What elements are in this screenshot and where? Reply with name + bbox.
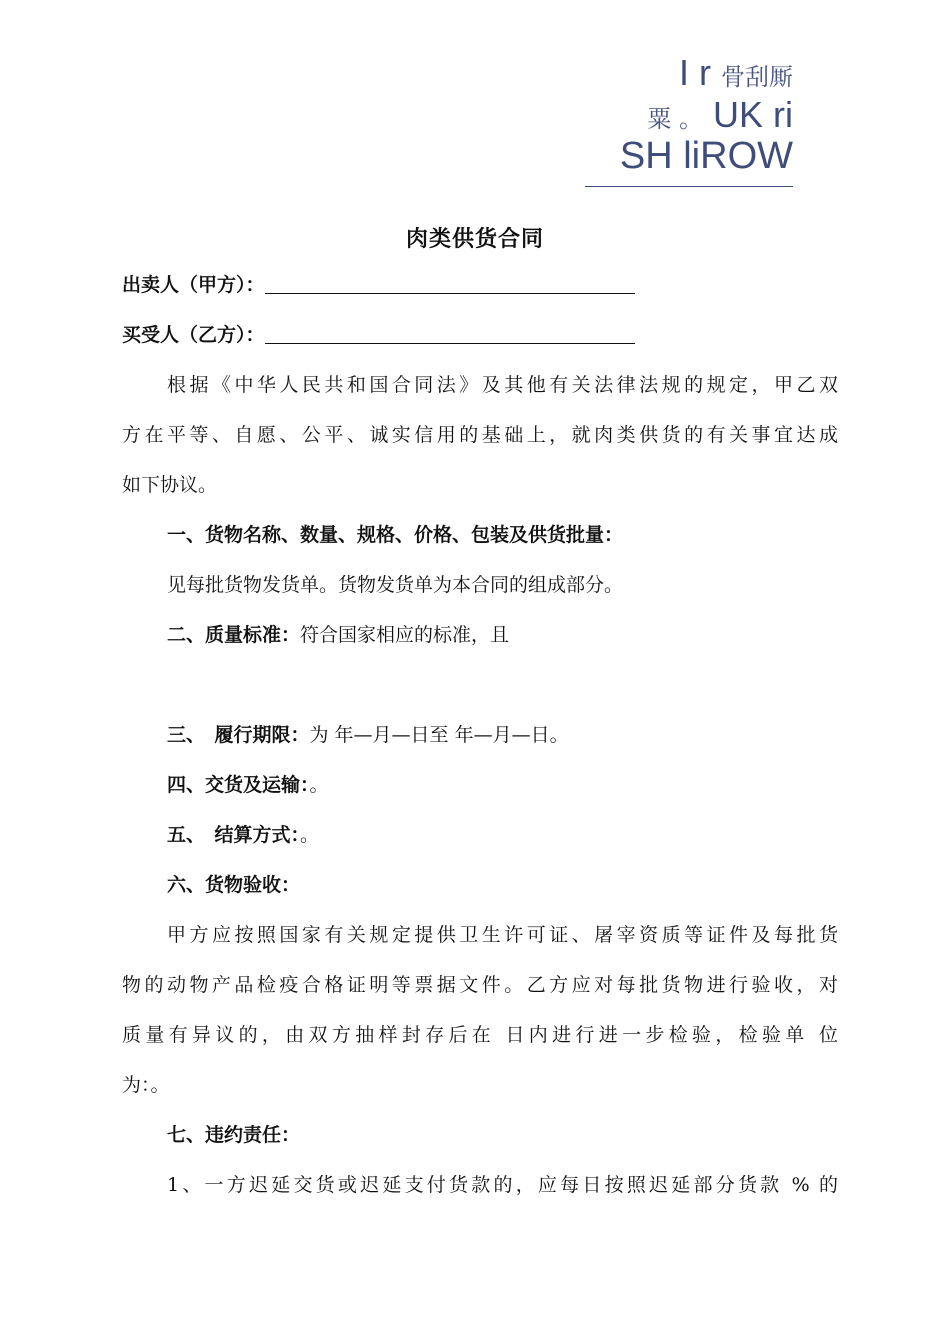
logo-line-2-latin: UK ri xyxy=(713,94,793,135)
section-5-body: 。 xyxy=(300,824,320,846)
logo-line-1 xyxy=(620,52,793,93)
logo-line-1-cjk: 骨刮厮 xyxy=(721,63,793,91)
logo-line-2 xyxy=(620,94,793,135)
section-1-body: 见每批货物发货单。货物发货单为本合同的组成部分。 xyxy=(167,574,624,596)
seller-line xyxy=(122,270,635,297)
buyer-line xyxy=(122,320,635,347)
section-4-heading: 四、交货及运输： xyxy=(167,774,310,796)
section-7-item-1: 1、一方迟延交货或迟延支付货款的，应每日按照迟延部分货款 % 的 xyxy=(167,1174,838,1196)
section-6-line-4: 为：。 xyxy=(122,1074,170,1096)
section-6-line-1: 甲方应按照国家有关规定提供卫生许可证、屠宰资质等证件及每批货 xyxy=(167,924,838,946)
intro-line-3: 如下协议。 xyxy=(122,474,218,496)
section-5 xyxy=(167,820,319,847)
logo-underline xyxy=(585,186,793,187)
section-5-heading: 五、 结算方式： xyxy=(167,824,301,846)
section-4 xyxy=(167,770,329,797)
header-logo xyxy=(619,52,793,177)
document-title: 肉类供货合同 xyxy=(405,226,544,252)
section-6-heading: 六、货物验收： xyxy=(167,874,301,896)
section-2-heading: 二、质量标准： xyxy=(167,624,301,646)
buyer-label: 买受人（乙方）： xyxy=(122,324,265,346)
section-4-body: 。 xyxy=(309,774,329,796)
section-3-heading: 三、 履行期限： xyxy=(167,724,310,746)
seller-blank[interactable] xyxy=(265,275,635,294)
intro-line-1: 根据《中华人民共和国合同法》及其他有关法律法规的规定，甲乙双 xyxy=(167,374,838,396)
section-1-heading: 一、货物名称、数量、规格、价格、包装及供货批量： xyxy=(167,524,624,546)
section-2-body: 符合国家相应的标准，且 xyxy=(300,624,510,646)
logo-line-2-cjk: 粟 。 xyxy=(647,105,703,133)
seller-label: 出卖人（甲方）： xyxy=(122,274,265,296)
logo-line-3: SH liROW xyxy=(619,135,793,177)
section-3-body: 为 年—月—日至 年—月—日。 xyxy=(309,724,569,746)
logo-line-1-latin: I r xyxy=(678,52,711,93)
section-7-heading: 七、违约责任： xyxy=(167,1124,301,1146)
buyer-blank[interactable] xyxy=(265,325,635,344)
section-3 xyxy=(167,720,569,747)
section-2 xyxy=(167,620,509,647)
intro-line-2: 方在平等、自愿、公平、诚实信用的基础上，就肉类供货的有关事宜达成 xyxy=(122,424,838,446)
section-6-line-2: 物的动物产品检疫合格证明等票据文件。乙方应对每批货物进行验收，对 xyxy=(122,974,838,996)
section-6-line-3: 质量有异议的，由双方抽样封存后在 日内进行进一步检验，检验单 位 xyxy=(122,1024,838,1046)
